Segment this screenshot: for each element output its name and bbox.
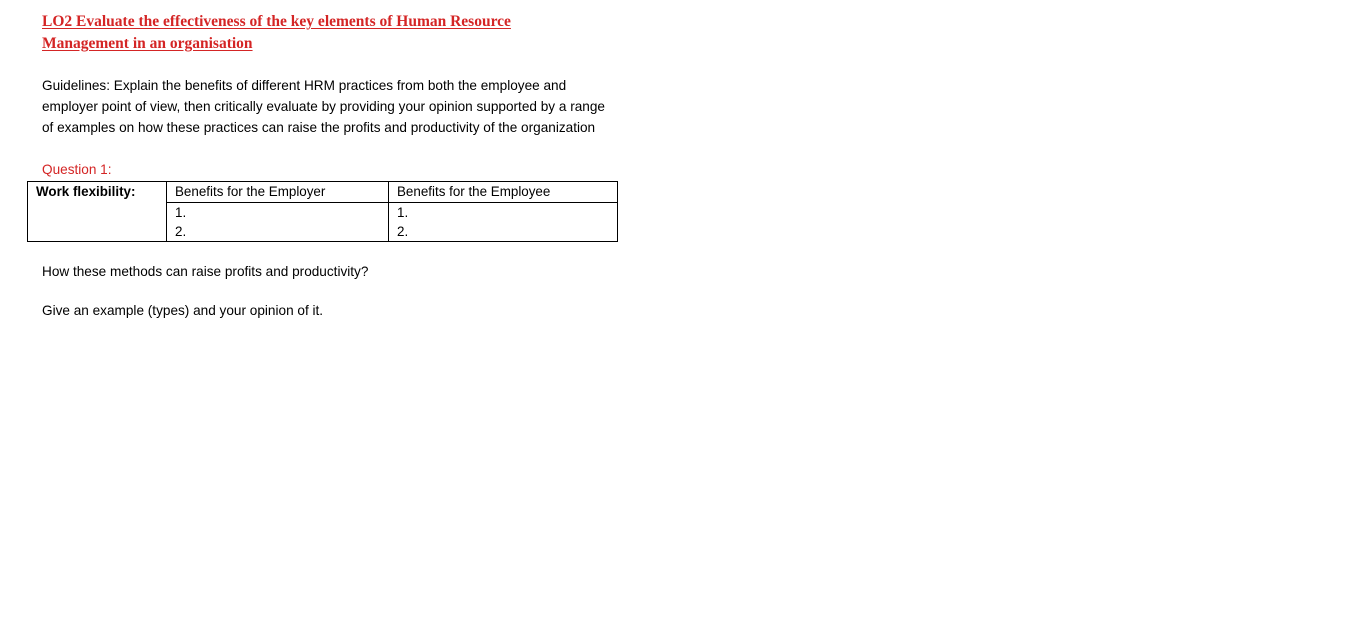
guidelines-paragraph[interactable] xyxy=(42,75,682,138)
benefits-table xyxy=(27,181,618,242)
guidelines-line-1: Guidelines: Explain the benefits of different HRM practices from both the employee and xyxy=(42,78,567,93)
prompt-profits-productivity[interactable]: How these methods can raise profits and productivity? xyxy=(42,264,369,279)
prompt-example-opinion[interactable]: Give an example (types) and your opinion of it. xyxy=(42,303,324,318)
column-header-employee[interactable]: Benefits for the Employee xyxy=(389,182,618,203)
guidelines-line-3: of examples on how these practices can raise the profits and productivity of the organization xyxy=(42,120,596,135)
employer-item-1: 1. xyxy=(175,205,187,220)
table-header-row xyxy=(28,182,618,203)
employee-item-1: 1. xyxy=(397,205,409,220)
employer-benefits-cell[interactable] xyxy=(167,203,389,242)
document-title xyxy=(42,11,602,55)
employee-benefits-cell[interactable] xyxy=(389,203,618,242)
row-header-work-flexibility[interactable]: Work flexibility: xyxy=(28,182,167,242)
question-label: Question 1: xyxy=(42,162,112,177)
title-line-1: LO2 Evaluate the effectiveness of the key elements of Human Resource xyxy=(42,13,511,30)
title-line-2: Management in an organisation xyxy=(42,35,253,52)
employee-item-2: 2. xyxy=(397,224,409,239)
column-header-employer[interactable]: Benefits for the Employer xyxy=(167,182,389,203)
guidelines-line-2: employer point of view, then critically evaluate by providing your opinion supported by a range xyxy=(42,99,605,114)
employer-item-2: 2. xyxy=(175,224,187,239)
